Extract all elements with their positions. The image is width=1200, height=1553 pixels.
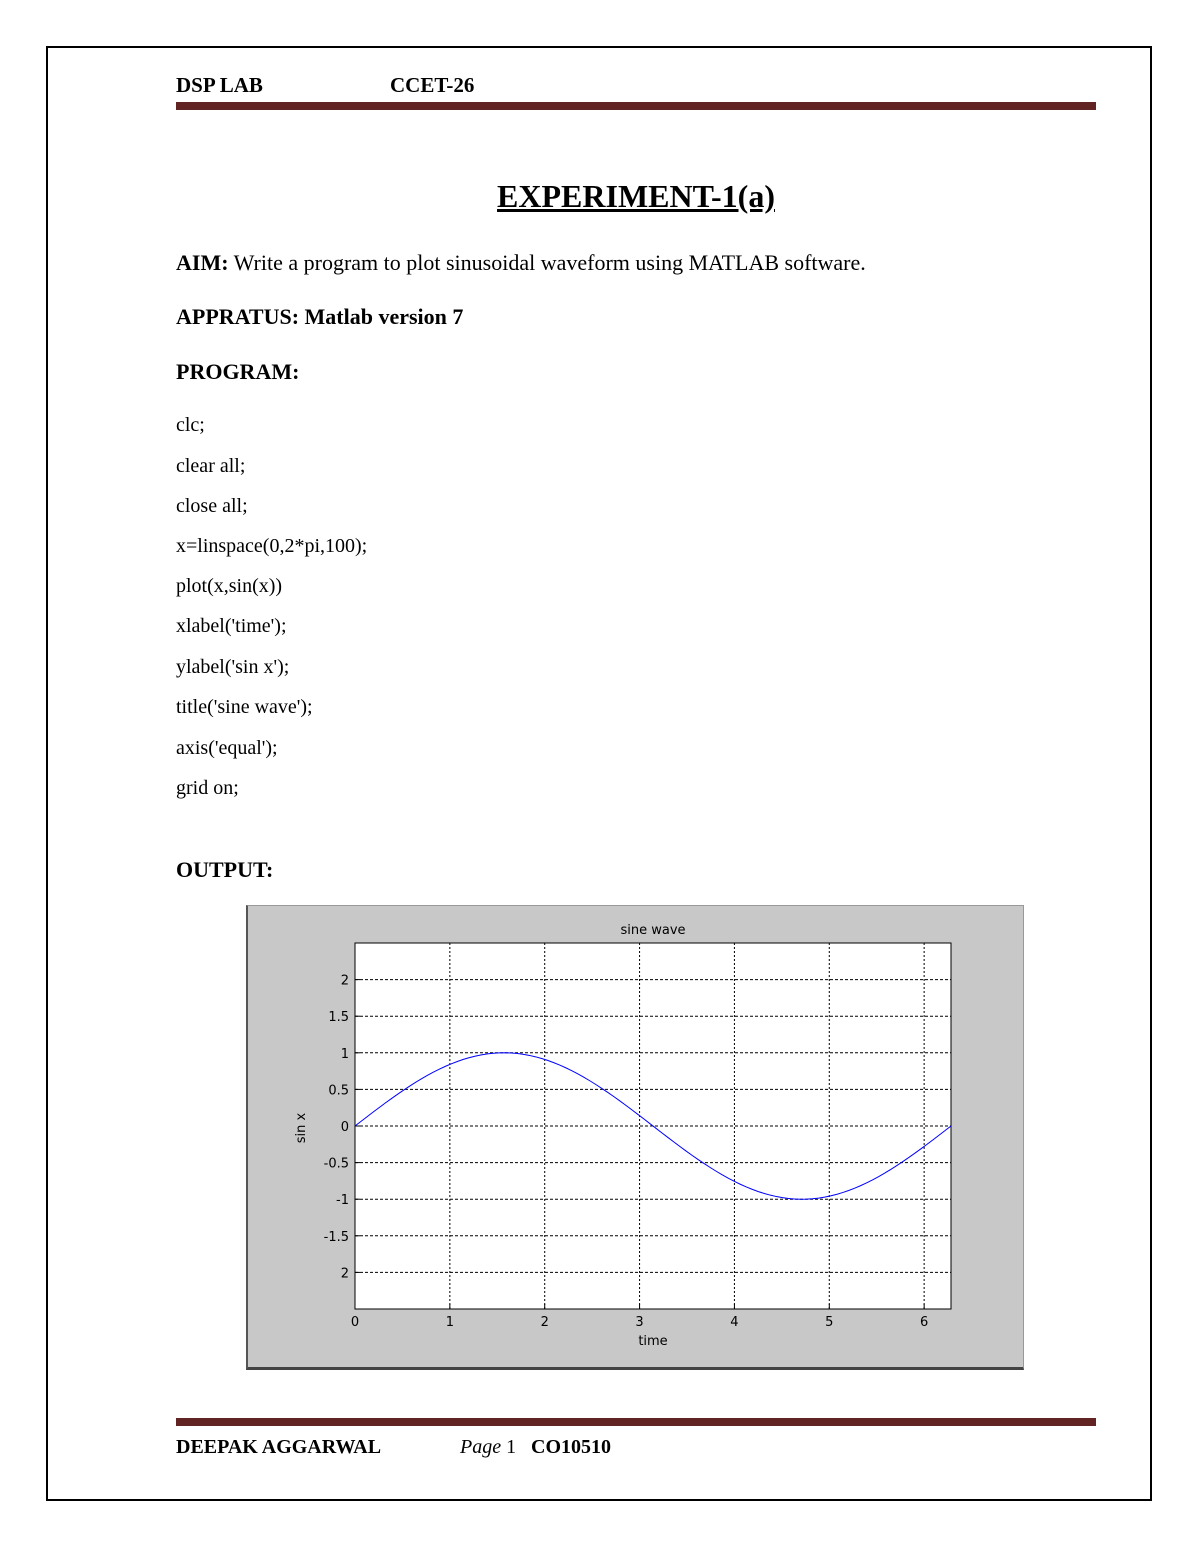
- footer-rule: [176, 1418, 1096, 1426]
- code-line: clear all;: [176, 455, 246, 477]
- x-tick-label: 3: [635, 1315, 644, 1330]
- y-tick-label: 0: [340, 1120, 349, 1135]
- header-course-code: CCET-26: [390, 73, 475, 97]
- sine-wave-chart: [248, 906, 1024, 1368]
- aim-text: Write a program to plot sinusoidal waveform using MATLAB software.: [233, 250, 866, 275]
- code-line: close all;: [176, 495, 248, 517]
- code-line: axis('equal');: [176, 737, 278, 759]
- y-tick-label: -1.5: [323, 1229, 349, 1245]
- y-tick-label: 1.5: [328, 1010, 349, 1026]
- code-line: plot(x,sin(x)): [176, 575, 283, 597]
- y-tick-label: 2: [340, 1266, 349, 1282]
- footer-page-label: Page: [460, 1436, 502, 1458]
- apparatus-label: APPRATUS:: [176, 304, 300, 329]
- y-tick-label: -1: [336, 1193, 349, 1209]
- code-line: grid on;: [176, 777, 239, 799]
- program-heading: PROGRAM:: [176, 359, 300, 384]
- output-heading: OUTPUT:: [176, 857, 274, 882]
- x-tick-label: 6: [919, 1315, 929, 1330]
- footer-page: [460, 1436, 516, 1459]
- footer-author: DEEPAK AGGARWAL: [176, 1436, 382, 1458]
- code-line: x=linspace(0,2*pi,100);: [176, 535, 368, 557]
- y-tick-label: 2: [340, 973, 349, 989]
- code-line: ylabel('sin x');: [176, 656, 290, 678]
- apparatus-line: [176, 304, 463, 330]
- x-tick-label: 2: [540, 1315, 549, 1330]
- y-tick-label: 1: [340, 1046, 349, 1062]
- page-title: EXPERIMENT-1(a): [497, 178, 775, 214]
- header-rule: [176, 102, 1096, 110]
- x-tick-label: 0: [350, 1315, 360, 1330]
- footer-page-number: 1: [506, 1436, 517, 1458]
- y-tick-label: 0.5: [328, 1083, 349, 1099]
- aim-label: AIM:: [176, 250, 229, 275]
- x-tick-label: 5: [825, 1315, 834, 1330]
- x-tick-label: 1: [445, 1315, 454, 1330]
- x-tick-label: 4: [730, 1315, 739, 1330]
- code-line: title('sine wave');: [176, 696, 313, 718]
- y-axis-label: sin x: [294, 1112, 309, 1144]
- header-lab-name: DSP LAB: [176, 73, 263, 97]
- aim-line: [176, 250, 866, 276]
- y-tick-label: -0.5: [323, 1156, 349, 1172]
- footer-roll-code: CO10510: [531, 1436, 611, 1458]
- apparatus-text: Matlab version 7: [304, 304, 464, 329]
- output-figure: [246, 905, 1024, 1370]
- x-axis-label: time: [638, 1334, 668, 1349]
- code-line: xlabel('time');: [176, 615, 287, 637]
- code-line: clc;: [176, 414, 205, 436]
- chart-title: sine wave: [620, 923, 686, 938]
